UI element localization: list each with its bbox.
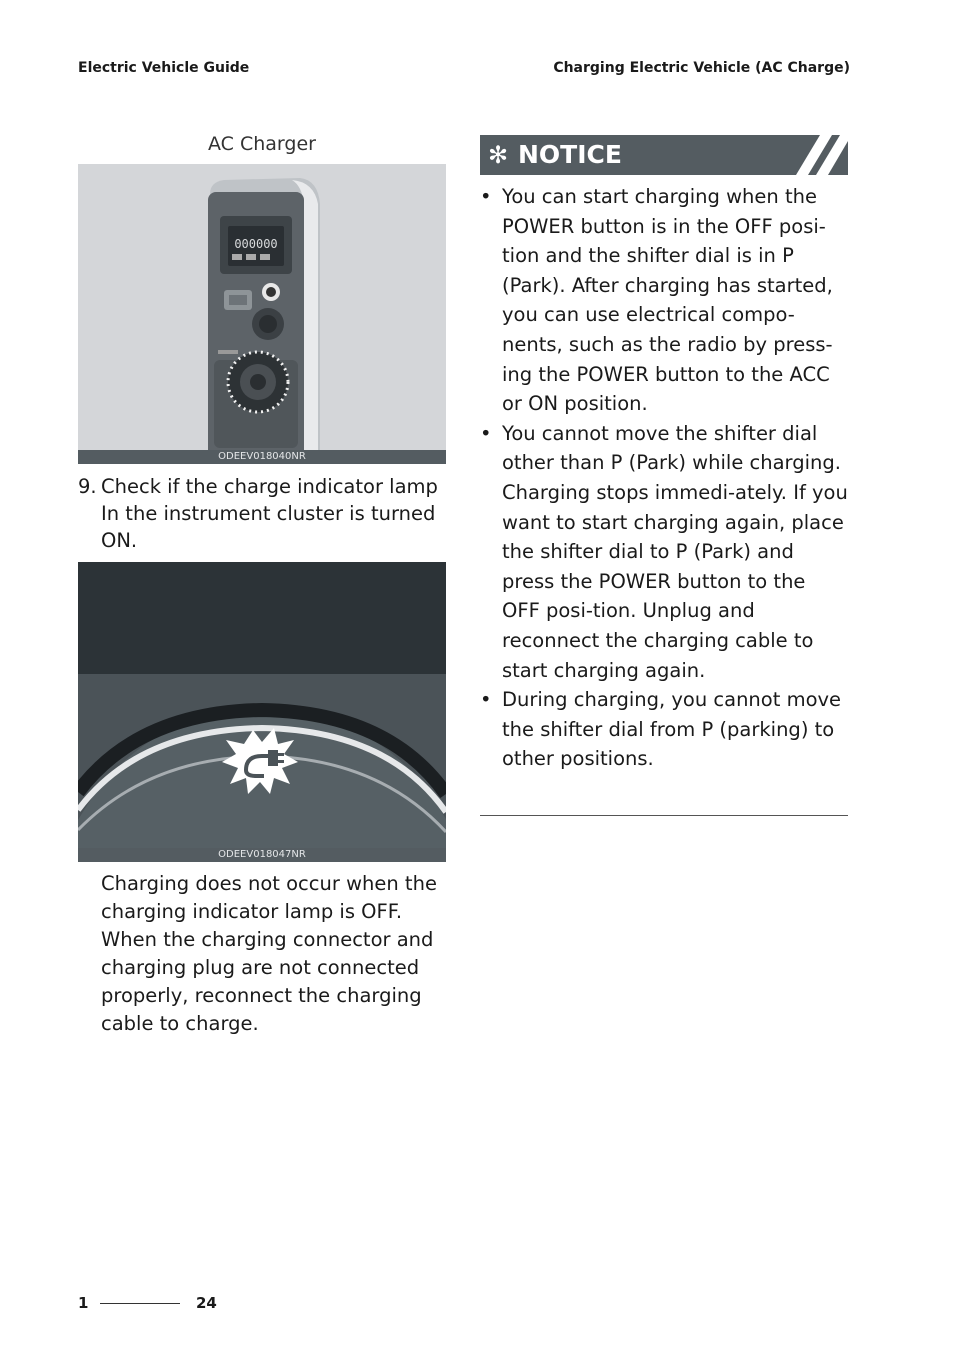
bullet: • [480,185,492,208]
notice-list [480,182,848,774]
charge-indicator-illustration [78,562,446,862]
figure-caption: AC Charger [208,133,316,155]
stripes-decoration-icon [788,135,848,175]
running-header-left: Electric Vehicle Guide [78,60,250,76]
ac-charger-illustration [78,164,446,464]
bullet: • [480,421,492,445]
bullet: • [480,688,492,712]
step-9 [78,473,446,554]
notice-end-rule [480,815,848,816]
asterisk-icon: ✻ [488,141,509,169]
list-item-text: During charging, you cannot move the shifter dial from P (parking) to other positions. [502,688,842,771]
display-readout: 000000 [234,237,278,251]
notice-label: NOTICE [518,140,622,169]
step-number: 9. [78,475,97,498]
list-item [480,182,848,419]
notice-header [480,135,848,175]
list-item-text: You can start charging when the POWER button is in the OFF posi-tion and the shifter dial is in P (Park). After charging has started, you can use electrical compo-nents, such as the radio by press-ing the POWER button to the ACC or ON position. [502,185,833,416]
ac-charger-drawing [78,164,446,464]
instrument-cluster-drawing [78,562,446,862]
list-item-text: You cannot move the shifter dial other than P (Park) while charging. Charging stops immedi-ately. If you want to start charging again, place the shifter dial to P (Park) and press the POWER button to the OFF posi-tion. Unplug and reconnect the charging cable to start charging again. [502,421,848,682]
folio-divider [100,1303,180,1304]
page-number: 24 [196,1294,217,1312]
list-item [480,419,848,685]
list-item [480,685,848,774]
figure-code: ODEEV018047NR [78,848,446,862]
body-paragraph: Charging does not occur when the charging indicator lamp is OFF. When the charging connector and charging plug are not connected properly, reconnect the charging cable to charge. [101,872,437,1035]
running-header-right: Charging Electric Vehicle (AC Charge) [553,60,850,76]
step-text: Check if the charge indicator lamp In the instrument cluster is turned ON. [101,475,438,552]
chapter-number: 1 [78,1294,89,1312]
figure-code: ODEEV018040NR [78,450,446,464]
